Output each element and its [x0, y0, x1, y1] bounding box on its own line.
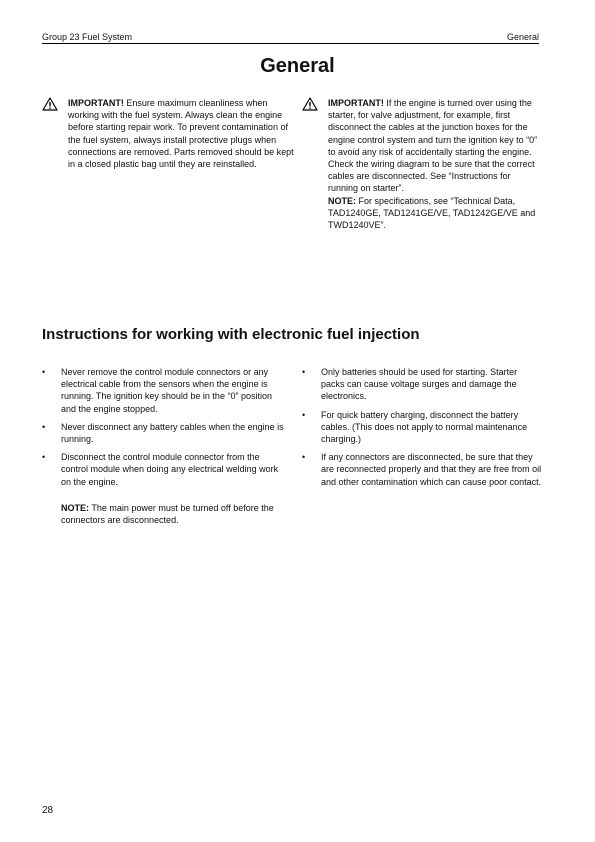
- bullet-marker: •: [42, 421, 46, 432]
- warning-triangle-icon: [42, 97, 58, 111]
- warning-text: [328, 97, 543, 231]
- header-divider: [42, 43, 539, 44]
- bullet-marker: •: [302, 452, 306, 463]
- list-item: [42, 421, 287, 445]
- note-body: The main power must be turned off before the connectors are disconnected.: [61, 502, 274, 526]
- warning-body: Ensure maximum cleanliness when working with the fuel system. Always clean the engine before starting repair work. To prevent contamination of the fuel system, always install protective plugs when connections are removed. Parts removed should be kept in a closed plastic bag until they are reinstalled.: [68, 98, 294, 170]
- list-item-text: Never disconnect any battery cables when the engine is running.: [61, 421, 284, 445]
- note-label: NOTE:: [328, 195, 356, 206]
- note-label: NOTE:: [61, 502, 89, 513]
- page-header: [42, 28, 539, 42]
- bullet-marker: •: [302, 367, 306, 377]
- header-chapter-title: General: [506, 32, 539, 42]
- note-paragraph: [61, 502, 287, 526]
- important-label: IMPORTANT!: [328, 98, 384, 108]
- list-item-text: Only batteries should be used for starting. Starter packs can cause voltage surges and damage the electronics.: [321, 367, 518, 402]
- page-number: 28: [42, 805, 54, 816]
- warning-body: If the engine is turned over using the starter, for valve adjustment, for example, first disconnect the cables at the junction boxes for the engine control system and turn the ignition key to “0” to avoid any risk of accidentally starting the engine. Check the wiring diagram to be sure that the correct cables are disconnected. See “Instructions for running on starter”.: [328, 98, 538, 194]
- instructions-right-column: [302, 366, 543, 494]
- bullet-marker: •: [42, 452, 46, 463]
- note-body: For specifications, see “Technical Data, TAD1240GE, TAD1241GE/VE, TAD1242GE/VE and TWD1240VE”.: [328, 195, 536, 231]
- list-item-text: For quick battery charging, disconnect the battery cables. (This does not apply to normal maintenance charging.): [321, 409, 528, 445]
- list-item-text: Never remove the control module connectors or any electrical cable from the sensors when the engine is running. The ignition key should be in the “0” position and the engine stopped.: [61, 367, 272, 414]
- warning-block-cleanliness: [42, 97, 294, 170]
- list-item: [302, 366, 543, 403]
- warning-text: [68, 97, 294, 170]
- bullet-marker: •: [42, 367, 46, 377]
- list-item: [42, 366, 287, 415]
- section-title: Instructions for working with electronic fuel injection: [42, 326, 420, 343]
- instructions-left-column: [42, 366, 287, 526]
- list-item: [302, 409, 543, 446]
- important-label: IMPORTANT!: [68, 98, 124, 108]
- warning-block-starter: [302, 97, 543, 231]
- header-section-title: Group 23 Fuel System: [42, 32, 133, 42]
- warning-triangle-icon: [302, 97, 318, 111]
- list-item-text: Disconnect the control module connector from the control module when doing any electrical welding work on the engine.: [61, 452, 279, 487]
- list-item: [302, 451, 543, 488]
- list-item-text: If any connectors are disconnected, be sure that they are reconnected properly and that they are free from oil and other contamination which can cause poor contact.: [321, 452, 542, 487]
- list-item: [42, 451, 287, 488]
- page-title: General: [260, 55, 335, 77]
- bullet-marker: •: [302, 409, 306, 420]
